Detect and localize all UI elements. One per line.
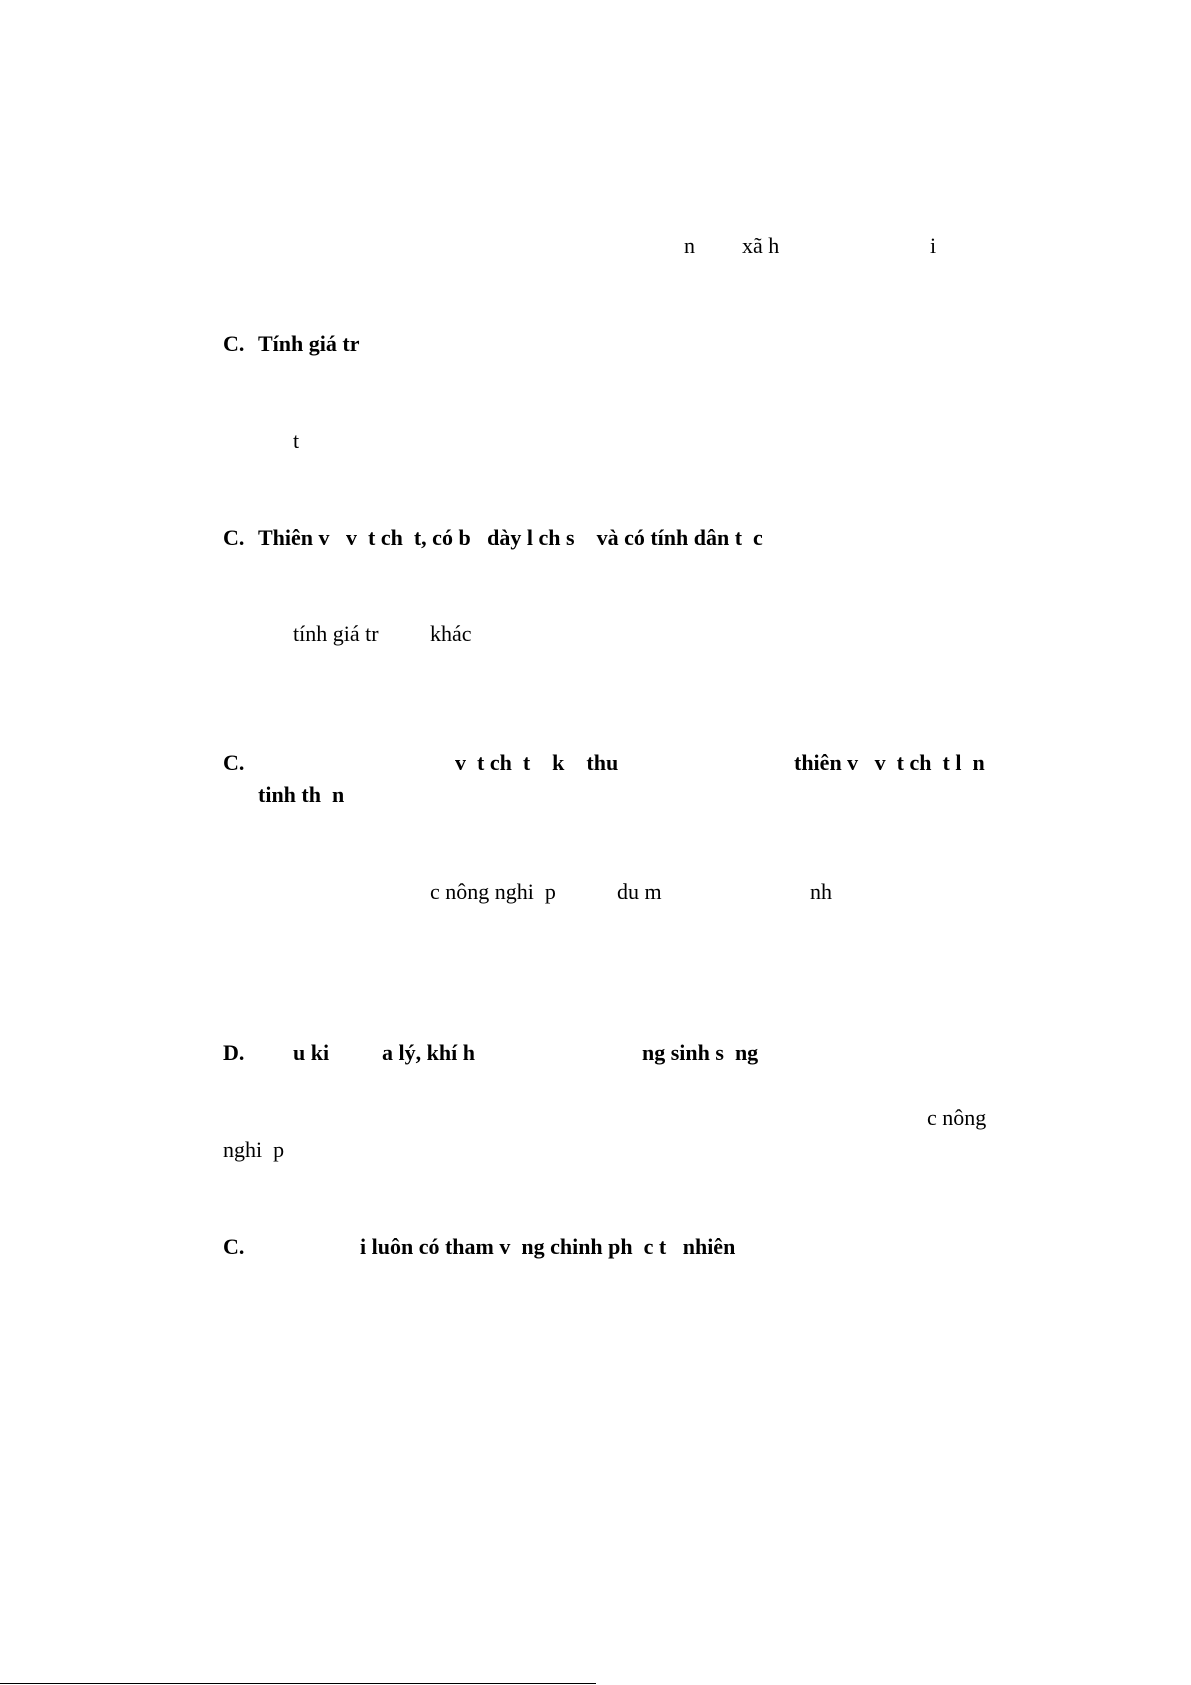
- option-text: tinh th n: [258, 782, 345, 807]
- text-fragment: nh: [810, 879, 832, 904]
- text-fragment: i: [930, 233, 937, 258]
- option-text: v t ch t k thu: [455, 750, 619, 775]
- footnote-separator-line: [0, 1683, 596, 1684]
- text-fragment: khác: [430, 621, 472, 646]
- option-label: C.: [223, 331, 245, 356]
- option-text: thiên v v t ch t l n: [794, 750, 985, 775]
- option-label: C.: [223, 750, 245, 775]
- text-fragment: t: [293, 428, 300, 453]
- option-text: ng sinh s ng: [642, 1040, 759, 1065]
- option-text: u ki: [293, 1040, 330, 1065]
- option-text: a lý, khí h: [382, 1040, 475, 1065]
- option-text: Tính giá tr: [258, 331, 360, 356]
- text-fragment: du m: [617, 879, 662, 904]
- option-text: i luôn có tham v ng chinh ph c t nhiên: [360, 1234, 736, 1259]
- text-fragment: xã h: [742, 233, 780, 258]
- option-label: C.: [223, 1234, 245, 1259]
- text-fragment: nghi p: [223, 1137, 285, 1162]
- text-fragment: c nông: [927, 1105, 987, 1130]
- option-label: D.: [223, 1040, 245, 1065]
- text-fragment: tính giá tr: [293, 621, 379, 646]
- option-label: C.: [223, 525, 245, 550]
- text-fragment: n: [684, 233, 695, 258]
- option-text: Thiên v v t ch t, có b dày l ch s và có tính dân t c: [258, 525, 763, 550]
- text-fragment: c nông nghi p: [430, 879, 556, 904]
